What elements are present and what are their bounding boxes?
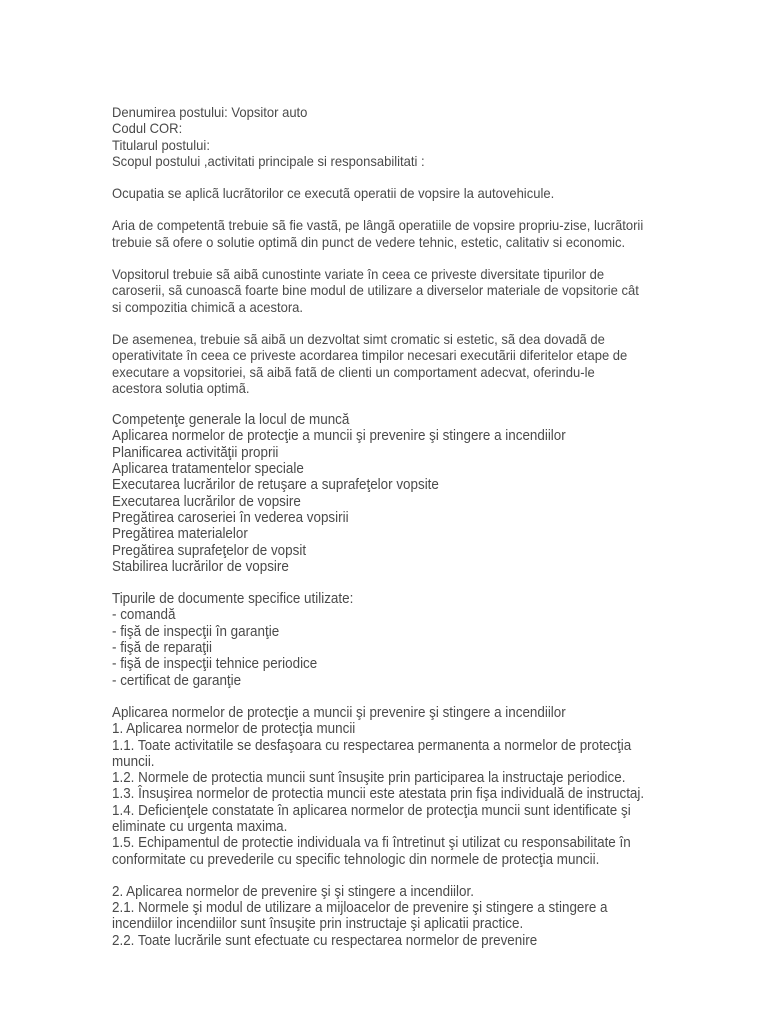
cor-code-line: Codul COR: xyxy=(112,120,183,137)
document-type-item: - certificat de garanţie xyxy=(112,672,242,689)
competence-line: Aria de competentã trebuie sã fie vastã, pe lângã operatiile de vopsire propriu-zise, lucrãtorii xyxy=(112,217,644,234)
competence-item: Aplicarea tratamentelor speciale xyxy=(112,461,304,478)
competence-paragraph xyxy=(112,217,657,250)
competence-item: Aplicarea normelor de protecţie a muncii şi prevenire şi stingere a incendiilor xyxy=(112,428,566,445)
job-purpose-line: Scopul postului ,activitati principale si responsabilitati : xyxy=(112,152,425,169)
competence-line: trebuie sã ofere o solutie optimã din punct de vedere tehnic, estetic, calitativ si economic. xyxy=(112,233,626,250)
fire-section xyxy=(112,884,657,949)
intro-paragraph xyxy=(112,185,657,201)
document-type-item: - fişă de reparaţii xyxy=(112,640,213,657)
protection-rule-line: 1.1. Toate activitatile se desfaşoara cu respectarea permanenta a normelor de protecţia xyxy=(112,737,632,754)
general-competences-heading: Competenţe generale la locul de muncă xyxy=(112,412,350,429)
protection-rule-line: 1.5. Echipamentul de protectie individuala va fi întretinut şi utilizat cu responsabilitate în xyxy=(112,835,631,852)
fire-rule-line: 2.2. Toate lucrările sunt efectuate cu respectarea normelor de prevenire xyxy=(112,932,538,949)
knowledge-line: si compozitia chimicã a acestora. xyxy=(112,298,304,315)
fire-section-heading: 2. Aplicarea normelor de prevenire şi şi stingere a incendiilor. xyxy=(112,883,474,900)
protection-rule-line: conformitate cu prevederile cu specific tehnologic din normele de protecţia muncii. xyxy=(112,851,600,868)
skills-line: De asemenea, trebuie sã aibã un dezvoltat simt cromatic si estetic, sã dea dovadã de xyxy=(112,330,605,347)
protection-rule-line: 1.2. Normele de protectia muncii sunt însuşite prin participarea la instructaje periodice. xyxy=(112,770,626,787)
skills-line: operativitate în ceea ce priveste acordarea timpilor necesari executãrii diferitelor etape de xyxy=(112,347,628,364)
skills-line: executare a vopsitoriei, sã aibã fatã de clienti un comportament adecvat, oferindu-le xyxy=(112,363,595,380)
fire-rule-line: incendiilor incendiilor sunt însuşite prin instructaje şi aplicatii practice. xyxy=(112,916,524,933)
skills-paragraph xyxy=(112,331,657,396)
general-competences-list xyxy=(112,412,657,575)
competence-item: Executarea lucrărilor de retuşare a suprafeţelor vopsite xyxy=(112,477,439,494)
document-content xyxy=(112,104,657,949)
document-type-item: - comandă xyxy=(112,607,176,624)
fire-rule-line: 2.1. Normele şi modul de utilizare a mijloacelor de prevenire şi stingere a stingere a xyxy=(112,900,608,917)
protection-rule-line: eliminate cu urgenta maxima. xyxy=(112,818,288,835)
skills-line: acestora solutia optimã. xyxy=(112,379,250,396)
competence-item: Executarea lucrărilor de vopsire xyxy=(112,493,301,510)
document-type-item: - fişă de inspecţii în garanţie xyxy=(112,623,280,640)
protection-subheading: 1. Aplicarea normelor de protecţia muncii xyxy=(112,721,356,738)
competence-item: Pregătirea caroseriei în vederea vopsirii xyxy=(112,509,349,526)
protection-rule-line: muncii. xyxy=(112,753,155,770)
knowledge-line: Vopsitorul trebuie sã aibã cunostinte variate în ceea ce priveste diversitate tipurilor de xyxy=(112,266,605,283)
document-types-list xyxy=(112,591,657,689)
document-types-heading: Tipurile de documente specifice utilizate: xyxy=(112,591,354,608)
competence-item: Planificarea activităţii proprii xyxy=(112,444,279,461)
protection-rule-line: 1.4. Deficienţele constatate în aplicarea normelor de protecţia muncii sunt identificate şi xyxy=(112,802,631,819)
knowledge-line: caroserii, sã cunoascã foarte bine modul de utilizare a diverselor materiale de vopsitorie cât xyxy=(112,282,639,299)
competence-item: Pregătirea suprafeţelor de vopsit xyxy=(112,542,307,559)
job-holder-line: Titularul postului: xyxy=(112,136,210,153)
competence-item: Pregătirea materialelor xyxy=(112,526,248,543)
protection-section-heading: Aplicarea normelor de protecţie a muncii şi prevenire şi stingere a incendiilor xyxy=(112,704,566,721)
knowledge-paragraph xyxy=(112,266,657,315)
job-title-line: Denumirea postului: Vopsitor auto xyxy=(112,104,308,120)
intro-line: Ocupatia se aplicã lucrãtorilor ce executã operatii de vopsire la autovehicule. xyxy=(112,185,555,202)
protection-section xyxy=(112,705,657,868)
document-type-item: - fişă de inspecţii tehnice periodice xyxy=(112,656,318,673)
job-header xyxy=(112,104,657,169)
competence-item: Stabilirea lucrărilor de vopsire xyxy=(112,558,289,575)
protection-rule-line: 1.3. Însuşirea normelor de protectia muncii este atestata prin fişa individuală de instructaj. xyxy=(112,786,645,803)
